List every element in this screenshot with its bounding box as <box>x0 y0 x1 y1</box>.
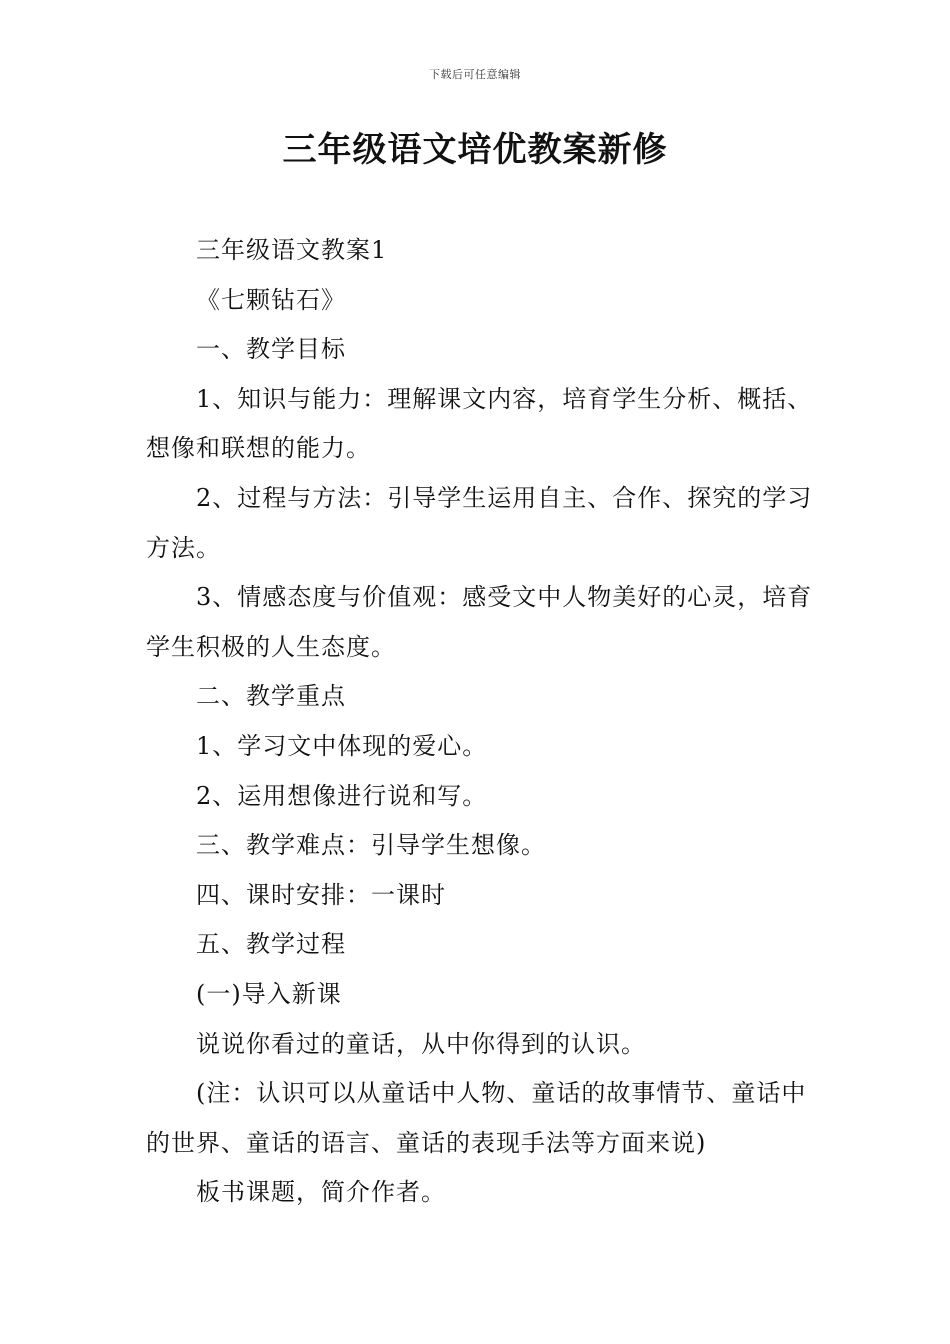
paragraph-step-intro: (一)导入新课 <box>196 979 342 1008</box>
paragraph-discussion: 说说你看过的童话，从中你得到的认识。 <box>196 1029 646 1058</box>
paragraph-board-writing: 板书课题，简介作者。 <box>196 1178 446 1207</box>
document-body <box>146 226 826 1218</box>
paragraph-key-point-1: 1、学习文中体现的爱心。 <box>196 731 488 760</box>
paragraph-text-title: 《七颗钻石》 <box>196 285 346 314</box>
paragraph-section-key-points: 二、教学重点 <box>196 682 346 711</box>
paragraph-section-goals: 一、教学目标 <box>196 335 346 364</box>
paragraph-key-point-2: 2、运用想像进行说和写。 <box>196 781 488 810</box>
paragraph-goal-3: 3、情感态度与价值观：感受文中人物美好的心灵，培育学生积极的人生态度。 <box>146 583 813 661</box>
paragraph-section-process: 五、教学过程 <box>196 930 346 959</box>
header-note: 下载后可任意编辑 <box>429 68 521 81</box>
paragraph-section-schedule: 四、课时安排：一课时 <box>196 880 446 909</box>
document-title: 三年级语文培优教案新修 <box>282 130 668 170</box>
paragraph-section-difficulty: 三、教学难点：引导学生想像。 <box>196 831 546 860</box>
paragraph-goal-2: 2、过程与方法：引导学生运用自主、合作、探究的学习方法。 <box>146 483 813 562</box>
paragraph-goal-1: 1、知识与能力：理解课文内容，培育学生分析、概括、想像和联想的能力。 <box>146 384 813 463</box>
paragraph-note: (注：认识可以从童话中人物、童话的故事情节、童话中的世界、童话的语言、童话的表现手法等方面来说) <box>146 1079 807 1157</box>
paragraph-lesson-heading: 三年级语文教案1 <box>196 236 388 264</box>
